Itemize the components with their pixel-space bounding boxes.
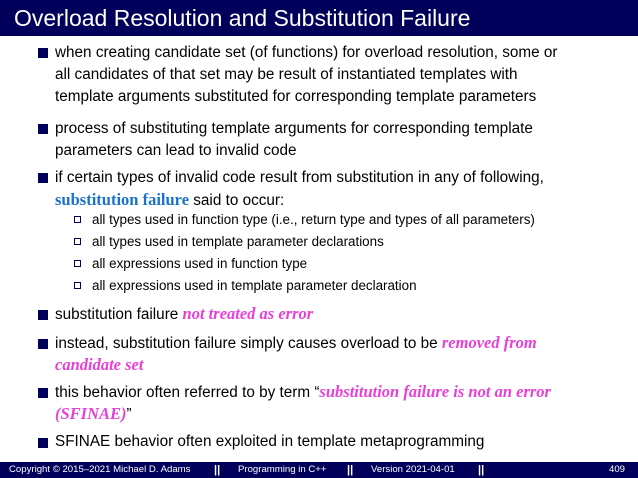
emph-removed-from: removed from <box>441 333 537 352</box>
bullet-6-text: this behavior often referred to by term “ <box>55 384 320 401</box>
bullet-1-line-1: when creating candidate set (of functions) for overload resolution, some or <box>55 44 558 61</box>
sub-bullet-2: all types used in template parameter declarations <box>92 234 384 249</box>
bullet-3-line-2 <box>55 189 284 212</box>
sub-bullet-square-icon <box>74 282 81 289</box>
footer-course: Programming in C++ <box>238 464 327 475</box>
sub-bullet-square-icon <box>74 238 81 245</box>
bullet-square-icon <box>38 438 48 448</box>
emph-candidate-set: candidate set <box>55 355 144 374</box>
sub-bullet-1: all types used in function type (i.e., return type and types of all parameters) <box>92 212 535 227</box>
bullet-3-line-1: if certain types of invalid code result from substitution in any of following, <box>55 169 544 186</box>
bullet-6-line-2 <box>55 403 132 426</box>
footer-version: Version 2021-04-01 <box>371 464 455 475</box>
bullet-square-icon <box>38 48 48 58</box>
footer-separator: || <box>214 464 221 476</box>
bullet-square-icon <box>38 339 48 349</box>
bullet-2-line-1: process of substituting template arguments for corresponding template <box>55 120 533 137</box>
bullet-2-line-2: parameters can lead to invalid code <box>55 142 297 159</box>
sub-bullet-square-icon <box>74 260 81 267</box>
footer-page-number: 409 <box>609 464 626 475</box>
emph-sfinae-abbrev: (SFINAE) <box>55 404 127 423</box>
bullet-square-icon <box>38 388 48 398</box>
bullet-3-after-term: said to occur: <box>189 192 285 209</box>
emph-sfinae-phrase: substitution failure is not an error <box>319 382 551 401</box>
bullet-6-close-quote: ” <box>126 406 132 423</box>
slide-title: Overload Resolution and Substitution Failure <box>14 5 471 31</box>
bullet-1-line-3: template arguments substituted for corresponding template parameters <box>55 88 537 105</box>
slide-title-bar <box>0 0 638 36</box>
emph-not-treated-as-error: not treated as error <box>182 304 314 323</box>
bullet-square-icon <box>38 124 48 134</box>
bullet-square-icon <box>38 173 48 183</box>
slide-footer <box>0 462 638 478</box>
sub-bullet-3: all expressions used in function type <box>92 256 308 271</box>
bullet-5-line-2 <box>55 354 143 377</box>
bullet-5-text: instead, substitution failure simply causes overload to be <box>55 335 442 352</box>
footer-separator: || <box>347 464 354 476</box>
bullet-6-line-1 <box>55 381 551 404</box>
bullet-square-icon <box>38 310 48 320</box>
term-substitution-failure: substitution failure <box>55 190 190 209</box>
bullet-4-line-1 <box>55 303 313 326</box>
sub-bullet-square-icon <box>74 216 81 223</box>
bullet-1-line-2: all candidates of that set may be result of instantiated templates with <box>55 66 518 83</box>
footer-separator: || <box>478 464 485 476</box>
bullet-5-line-1 <box>55 332 537 355</box>
footer-copyright: Copyright © 2015–2021 Michael D. Adams <box>9 464 191 475</box>
bullet-4-text: substitution failure <box>55 306 183 323</box>
sub-bullet-4: all expressions used in template parameter declaration <box>92 278 417 293</box>
bullet-7-line-1: SFINAE behavior often exploited in template metaprogramming <box>55 433 485 450</box>
